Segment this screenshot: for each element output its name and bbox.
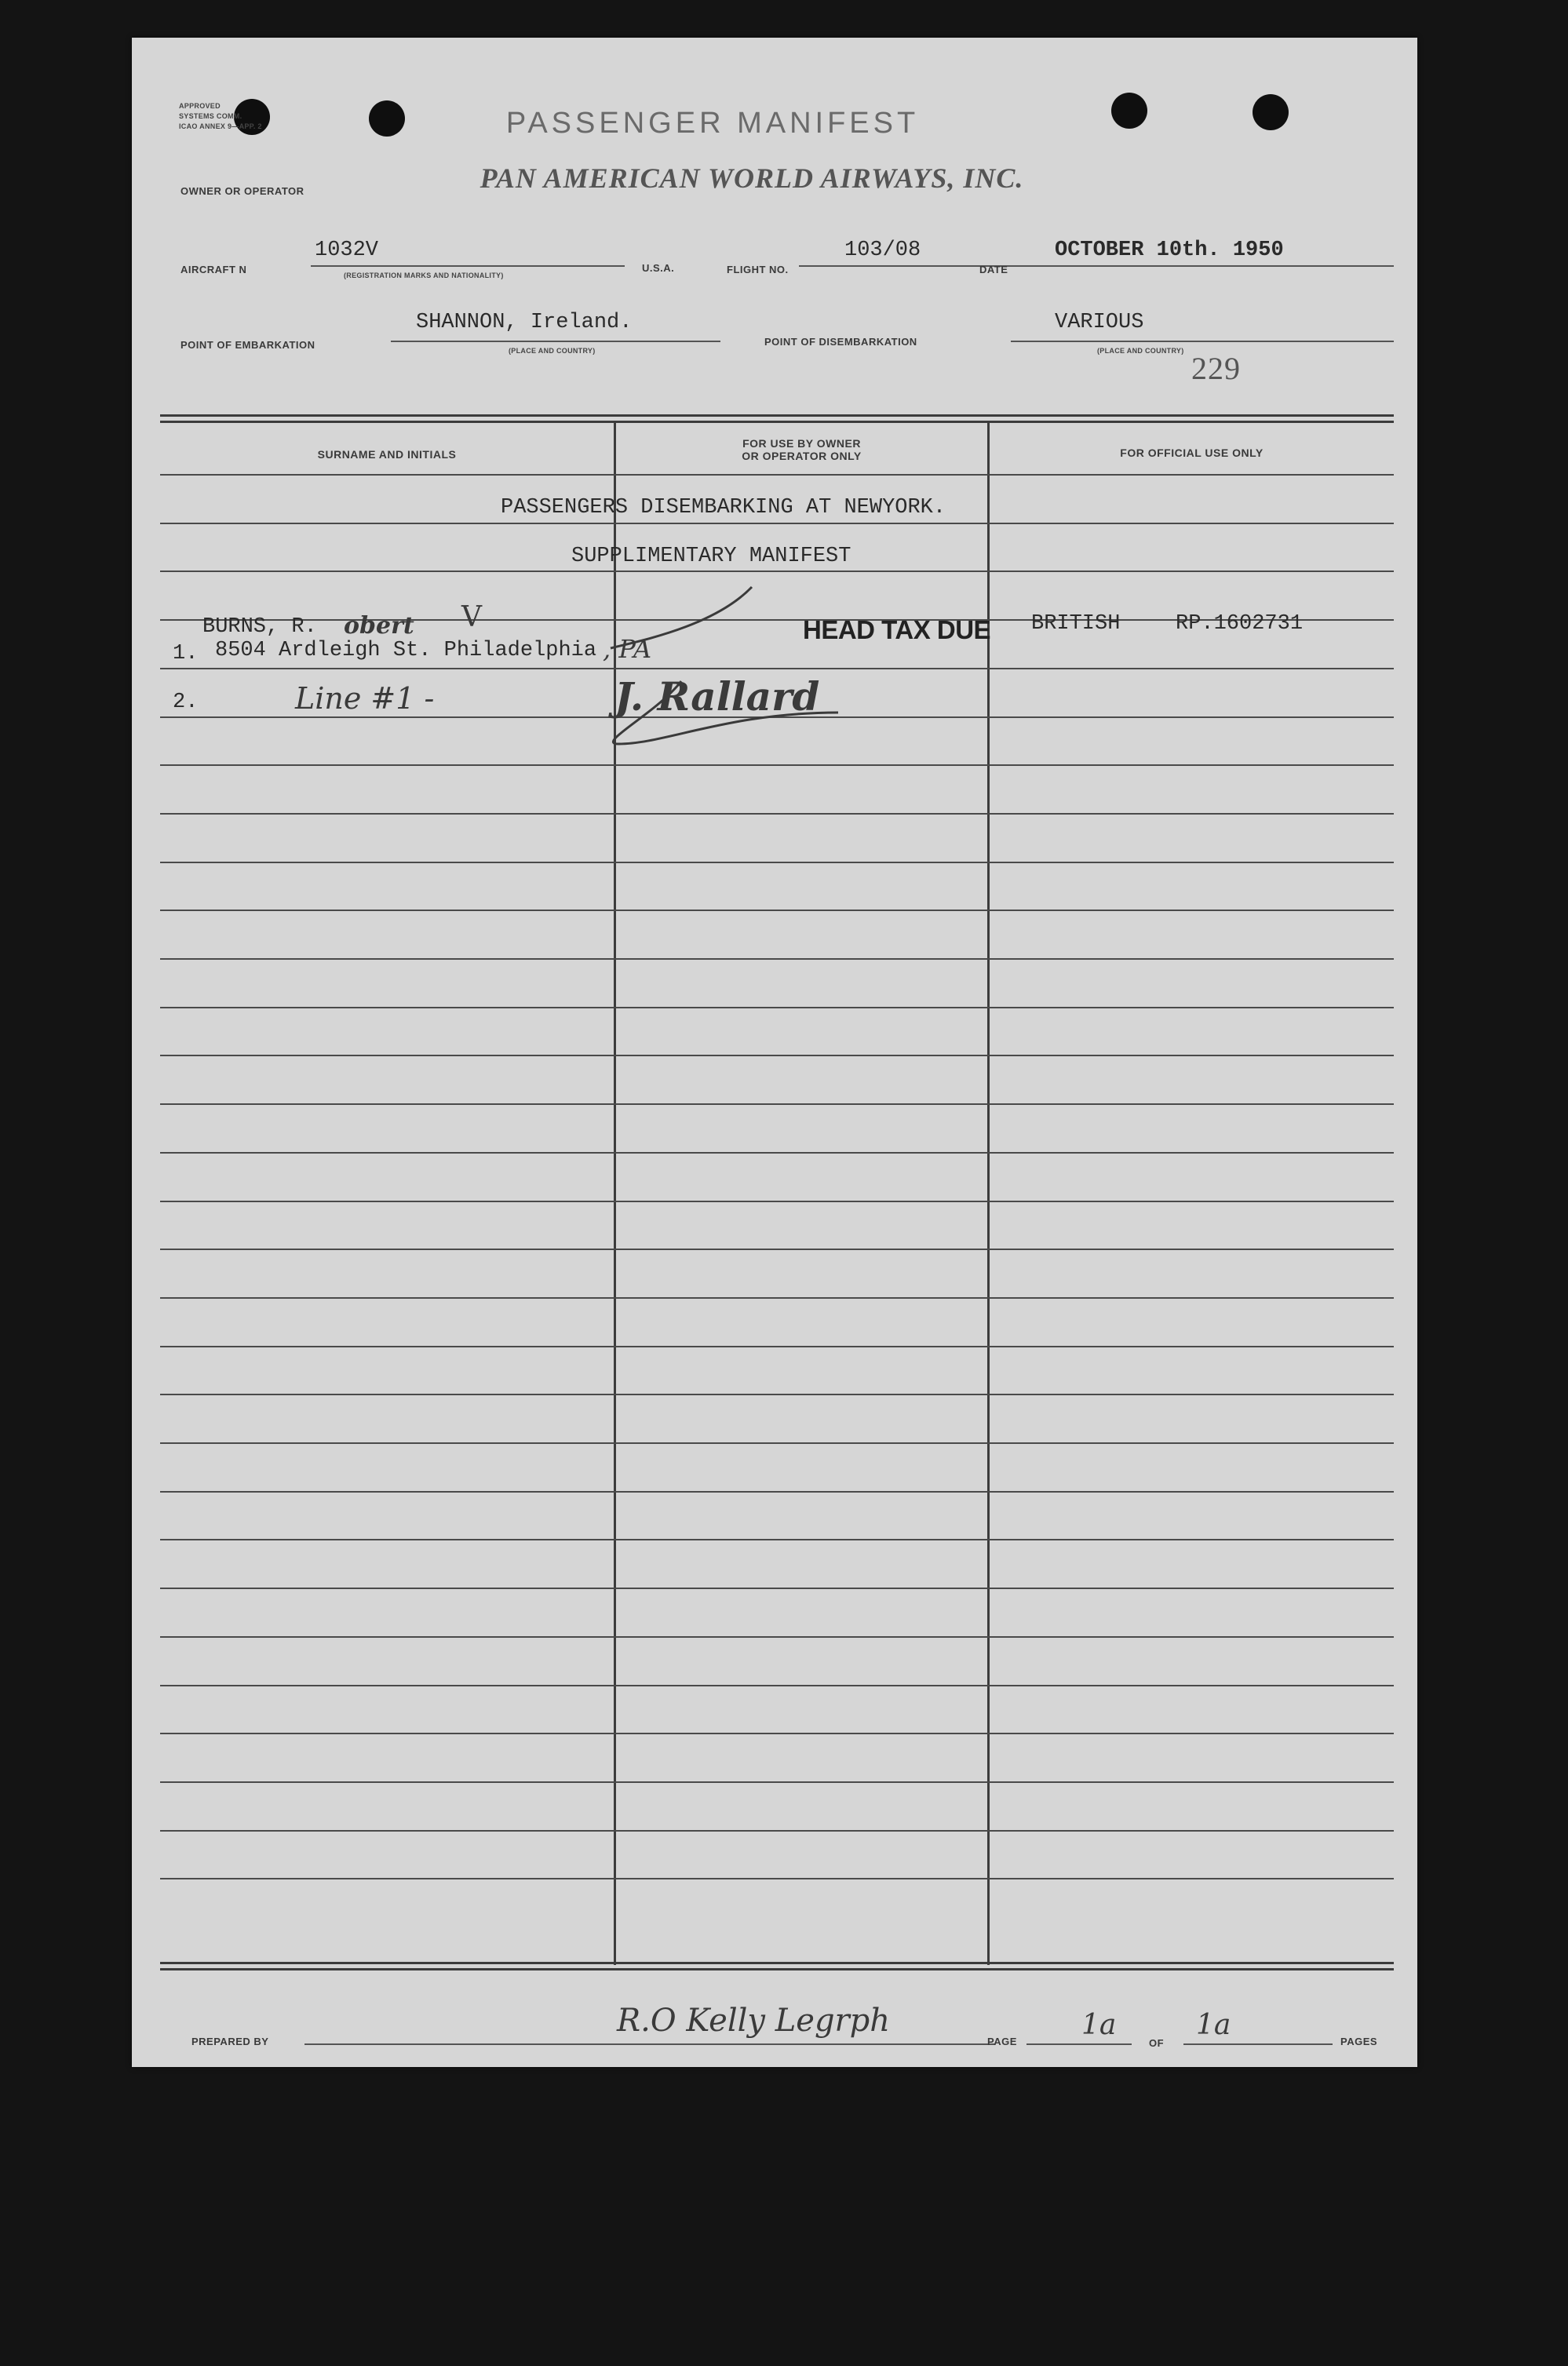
table-rule	[160, 1394, 1394, 1395]
column-header-owner-line2: OR OPERATOR ONLY	[742, 450, 862, 462]
note-disembarking: PASSENGERS DISEMBARKING AT NEWYORK.	[501, 496, 946, 519]
embark-value: SHANNON, Ireland.	[416, 311, 633, 334]
table-rule	[160, 1249, 1394, 1250]
stamp-number: 229	[1191, 351, 1241, 386]
page-value: 1a	[1081, 2009, 1117, 2041]
of-label: OF	[1149, 2037, 1165, 2049]
note-supplementary: SUPPLIMENTARY MANIFEST	[571, 545, 851, 568]
approval-line-1: APPROVED	[179, 102, 221, 110]
entry-name-handwritten: obert	[344, 612, 414, 640]
disembark-value: VARIOUS	[1055, 311, 1144, 334]
form-title: PASSENGER MANIFEST	[505, 107, 920, 140]
table-rule	[160, 1781, 1394, 1783]
table-rule	[160, 1346, 1394, 1347]
flight-label: FLIGHT NO.	[727, 264, 789, 275]
entry-address: 8504 Ardleigh St. Philadelphia	[215, 639, 597, 662]
row2-annotation: Line #1 -	[295, 681, 435, 716]
aircraft-label: AIRCRAFT N	[181, 264, 247, 275]
disembark-label: POINT OF DISEMBARKATION	[764, 336, 917, 348]
entry-name: BURNS, R.	[202, 615, 317, 639]
of-value: 1a	[1196, 2009, 1231, 2041]
date-value: OCTOBER 10th. 1950	[1055, 239, 1284, 262]
place-note: (PLACE AND COUNTRY)	[509, 347, 596, 355]
of-underline	[1183, 2043, 1333, 2045]
table-rule	[160, 1152, 1394, 1154]
table-rule	[160, 862, 1394, 863]
footer-rule	[160, 1968, 1394, 1970]
owner-label: OWNER OR OPERATOR	[181, 185, 304, 197]
table-rule	[160, 1297, 1394, 1299]
table-rule	[160, 1685, 1394, 1686]
table-rule	[160, 1007, 1394, 1008]
page-label: PAGE	[987, 2036, 1017, 2047]
flight-value: 103/08	[844, 239, 921, 262]
table-rule	[160, 1103, 1394, 1105]
prepared-underline	[304, 2043, 995, 2045]
table-rule	[160, 958, 1394, 960]
table-rule	[160, 1491, 1394, 1493]
row2-signature: J. Rallard	[614, 673, 820, 720]
approval-line-3: ICAO ANNEX 9—APP. 2	[179, 122, 262, 130]
table-rule	[160, 1442, 1394, 1444]
prepared-label: PREPARED BY	[191, 2036, 269, 2047]
footer-rule	[160, 1962, 1394, 1964]
table-rule	[160, 1733, 1394, 1734]
entry-head-tax: HEAD TAX DUE	[803, 615, 991, 644]
registration-note: (REGISTRATION MARKS AND NATIONALITY)	[344, 272, 504, 279]
table-rule	[160, 1539, 1394, 1540]
table-rule	[160, 1878, 1394, 1879]
column-header-official: FOR OFFICIAL USE ONLY	[1120, 447, 1264, 459]
usa-label: U.S.A.	[642, 262, 675, 274]
entry-passport: RP.1602731	[1176, 612, 1304, 636]
table-rule	[160, 910, 1394, 911]
table-rule	[160, 1055, 1394, 1056]
owner-name: PAN AMERICAN WORLD AIRWAYS, INC.	[480, 162, 1024, 194]
date-label: DATE	[979, 264, 1008, 275]
row2-number: 2.	[173, 691, 199, 714]
prepared-signature: R.O Kelly Legrph	[617, 2003, 891, 2039]
entry-name-initial-handwritten: V	[461, 601, 482, 633]
place-note-2: (PLACE AND COUNTRY)	[1097, 347, 1184, 355]
entry-nationality: BRITISH	[1031, 612, 1121, 636]
table-rule	[160, 1588, 1394, 1589]
column-header-owner-line1: FOR USE BY OWNER	[742, 437, 861, 450]
page-underline	[1026, 2043, 1132, 2045]
manifest-sheet	[132, 38, 1417, 2067]
handwritten-strokes	[132, 38, 1417, 822]
pages-label: PAGES	[1340, 2036, 1378, 2047]
aircraft-value: 1032V	[315, 239, 379, 262]
approval-line-2: SYSTEMS COMM.	[179, 112, 242, 120]
table-rule	[160, 1201, 1394, 1202]
entry-number: 1.	[173, 642, 199, 665]
entry-address-handwritten: , PA	[603, 634, 652, 664]
column-header-surname: SURNAME AND INITIALS	[317, 448, 457, 461]
table-rule	[160, 1636, 1394, 1638]
table-rule	[160, 1830, 1394, 1832]
embark-label: POINT OF EMBARKATION	[181, 339, 315, 351]
